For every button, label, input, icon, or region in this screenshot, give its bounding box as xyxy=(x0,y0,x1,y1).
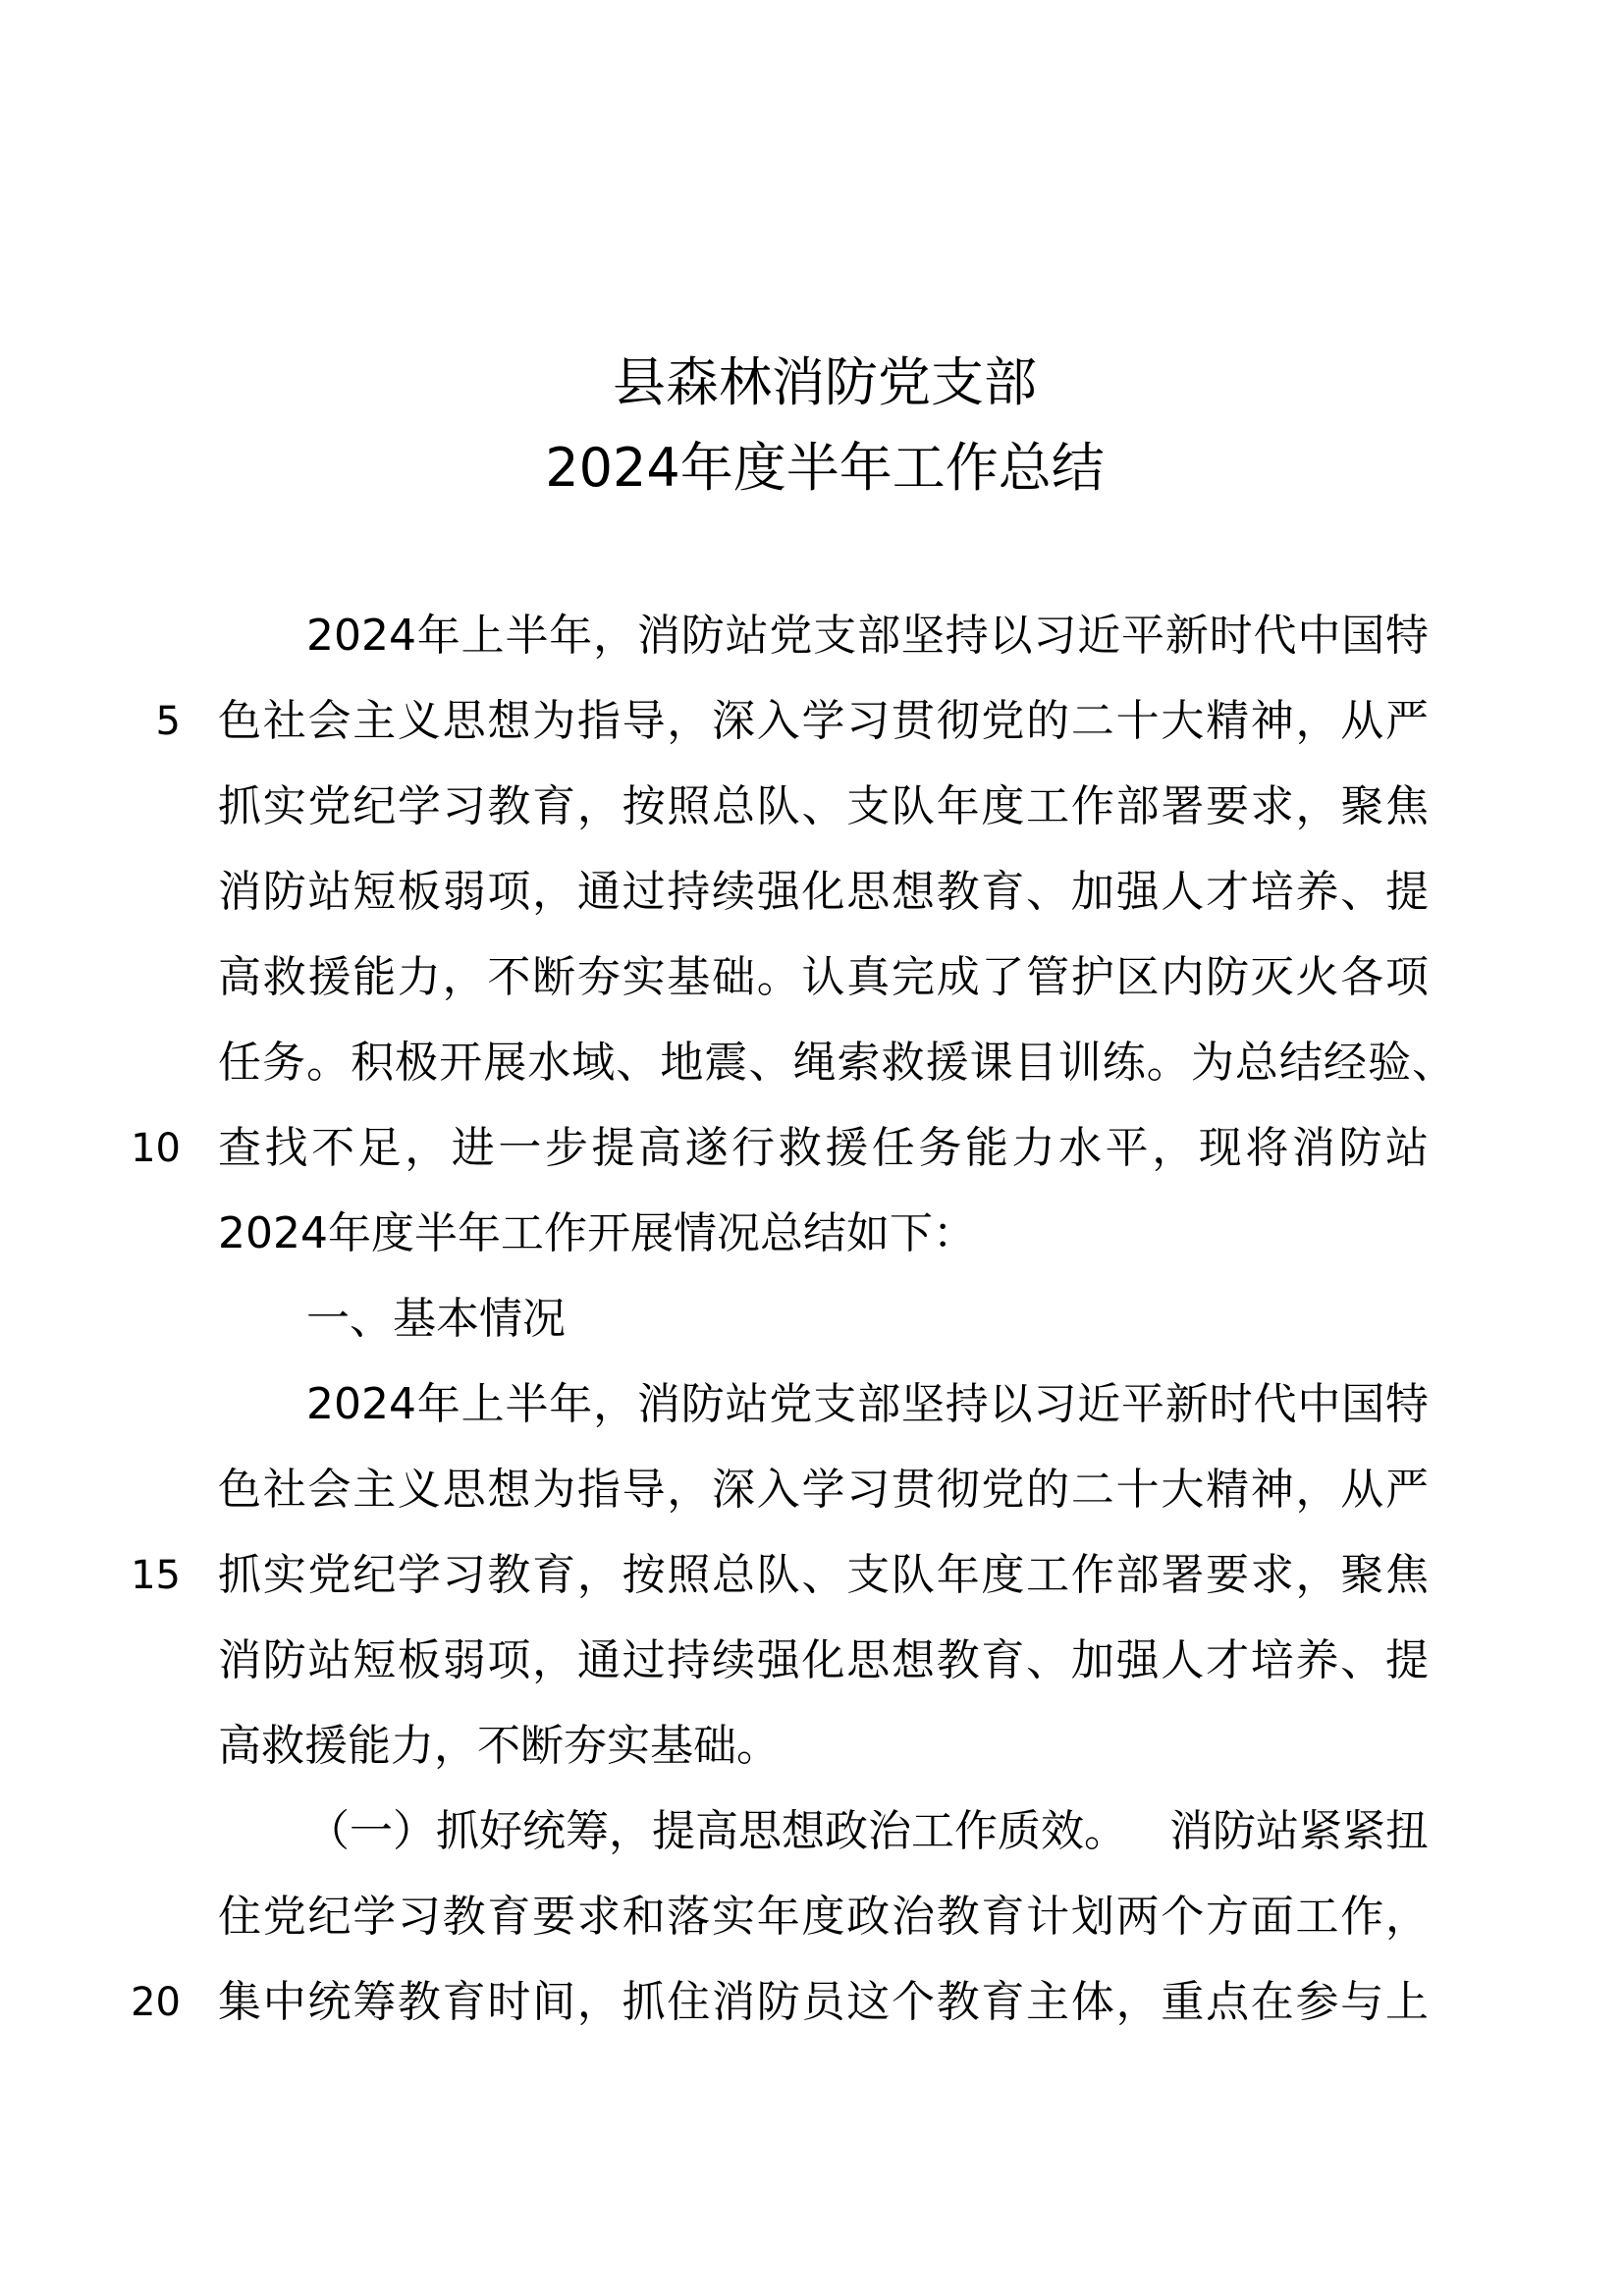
line-number: 20 xyxy=(131,1980,181,2025)
body-line: 任务。积极开展水域、地震、绳索救援课目训练。为总结经验、 xyxy=(218,1038,1455,1088)
body-line xyxy=(218,1802,1429,1861)
body-line: 住党纪学习教育要求和落实年度政治教育计划两个方面工作， xyxy=(218,1892,1429,1942)
body-line: 集中统筹教育时间，抓住消防员这个教育主体，重点在参与上 xyxy=(218,1977,1429,2027)
document-title-line2: 2024年度半年工作总结 xyxy=(545,437,1105,499)
body-line: 查找不足，进一步提高遂行救援任务能力水平，现将消防站 xyxy=(218,1123,1429,1173)
body-line: 消防站短板弱项，通过持续强化思想教育、加强人才培养、提 xyxy=(218,867,1429,917)
line-number: 5 xyxy=(155,699,181,744)
subsection-heading: （一）抓好统筹，提高思想政治工作质效。 xyxy=(306,1806,1127,1856)
body-line: 消防站短板弱项，通过持续强化思想教育、加强人才培养、提 xyxy=(218,1635,1429,1685)
body-line: 2024年度半年工作开展情况总结如下： xyxy=(218,1208,976,1258)
body-line: 高救援能力，不断夯实基础。认真完成了管护区内防灭火各项 xyxy=(218,952,1429,1002)
body-line: 2024年上半年，消防站党支部坚持以习近平新时代中国特 xyxy=(306,611,1429,661)
body-line: 抓实党纪学习教育，按照总队、支队年度工作部署要求，聚焦 xyxy=(218,1550,1429,1600)
body-line: 高救援能力，不断夯实基础。 xyxy=(218,1721,780,1771)
section-heading: 一、基本情况 xyxy=(306,1294,566,1344)
body-line: 2024年上半年，消防站党支部坚持以习近平新时代中国特 xyxy=(306,1379,1429,1429)
body-line: 抓实党纪学习教育，按照总队、支队年度工作部署要求，聚焦 xyxy=(218,781,1429,831)
line-number: 10 xyxy=(131,1126,181,1171)
line-number: 15 xyxy=(131,1553,181,1598)
body-line: 色社会主义思想为指导，深入学习贯彻党的二十大精神，从严 xyxy=(218,696,1429,746)
body-line: 色社会主义思想为指导，深入学习贯彻党的二十大精神，从严 xyxy=(218,1465,1429,1515)
document-title-line1: 县森林消防党支部 xyxy=(613,351,1037,413)
body-text: 消防站紧紧扭 xyxy=(1169,1806,1429,1856)
